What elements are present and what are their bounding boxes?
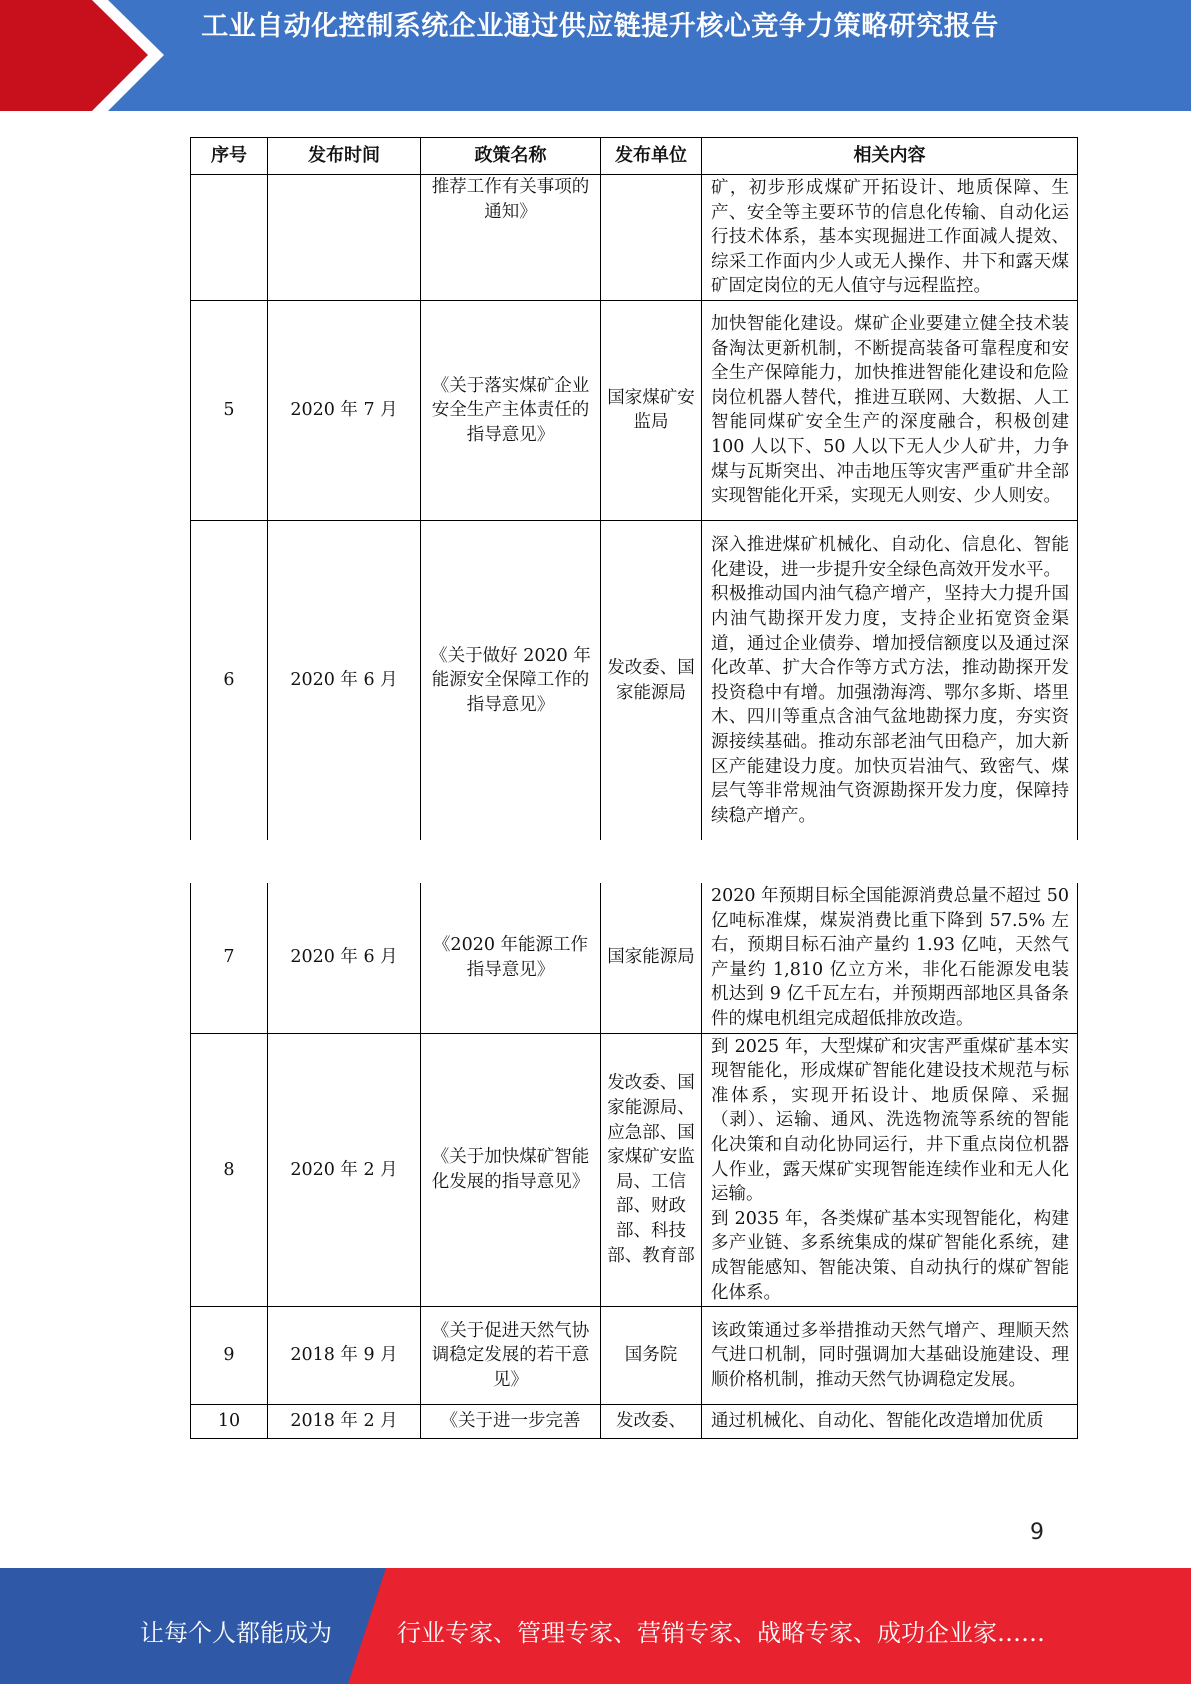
table-row [191,1405,1078,1439]
table-row [191,300,1078,520]
cell-content [702,1033,1078,1307]
cell-content: 加快智能化建设。煤矿企业要建立健全技术装备淘汰更新机制，不断提高装备可靠程度和安全生产保障能力，加快推进智能化建设和危险岗位机器人替代，推进互联网、大数据、人工智能同煤矿安全生产的深度融合，积极创建 100 人以下、50 人以下无人少人矿井，力争煤与瓦斯突出、冲击地压等灾害严重矿井全部实现智能化开采，实现无人则安、少人则安。 [702,300,1078,520]
table-header-row [191,138,1078,175]
cell-date: 2020 年 6 月 [268,883,421,1033]
cell-name: 《关于加快煤矿智能化发展的指导意见》 [421,1033,601,1307]
cell-content: 2020 年预期目标全国能源消费总量不超过 50 亿吨标准煤，煤炭消费比重下降到 57.5% 左右，预期目标石油产量约 1.93 亿吨，天然气产量约 1,810 亿立方米，非化石能源发电装机达到 9 亿千瓦左右，并预期西部地区具备条件的煤电机组完成超低排放改造。 [702,883,1078,1033]
footer-slogan-right: 行业专家、管理专家、营销专家、战略专家、成功企业家…… [397,1619,1045,1647]
table-row [191,175,1078,301]
header-banner [0,0,1191,111]
cell-unit [601,175,702,301]
table-row [191,1307,1078,1405]
cell-date: 2018 年 9 月 [268,1307,421,1405]
cell-content: 该政策通过多举措推动天然气增产、理顺天然气进口机制，同时强调加大基础设施建设、理顺价格机制，推动天然气协调稳定发展。 [702,1307,1078,1405]
cell-no: 7 [191,883,268,1033]
content-paragraph: 到 2025 年，大型煤矿和灾害严重煤矿基本实现智能化，形成煤矿智能化建设技术规范与标准体系，实现开拓设计、地质保障、采掘（剥）、运输、通风、洗选物流等系统的智能化决策和自动化协同运行，井下重点岗位机器人作业，露天煤矿实现智能连续作业和无人化运输。 [711,1036,1069,1205]
content-paragraph: 积极推动国内油气稳产增产，坚持大力提升国内油气勘探开发力度，支持企业拓宽资金渠道，通过企业债券、增加授信额度以及通过深化改革、扩大合作等方式方法，推动勘探开发投资稳中有增。加强渤海湾、鄂尔多斯、塔里木、四川等重点含油气盆地勘探力度，夯实资源接续基础。推动东部老油气田稳产，加大新区产能建设力度。加快页岩油气、致密气、煤层气等非常规油气资源勘探开发力度，保障持续稳产增产。 [711,584,1069,826]
header-no: 序号 [191,138,268,175]
cell-name: 《关于做好 2020 年能源安全保障工作的指导意见》 [421,520,601,840]
cell-name: 《关于促进天然气协调稳定发展的若干意见》 [421,1307,601,1405]
table-row [191,520,1078,840]
footer-slogan-left: 让每个人都能成为 [140,1619,332,1647]
cell-name: 推荐工作有关事项的通知》 [421,175,601,301]
table-row [191,883,1078,1033]
cell-date: 2020 年 2 月 [268,1033,421,1307]
page-number: 9 [1030,1520,1044,1545]
cell-unit: 国家能源局 [601,883,702,1033]
header-date: 发布时间 [268,138,421,175]
cell-date [268,175,421,301]
cell-no: 10 [191,1405,268,1439]
cell-name: 《关于落实煤矿企业安全生产主体责任的指导意见》 [421,300,601,520]
table-row [191,1033,1078,1307]
cell-unit: 国务院 [601,1307,702,1405]
cell-no: 9 [191,1307,268,1405]
cell-content [702,520,1078,840]
content-paragraph: 到 2035 年，各类煤矿基本实现智能化，构建多产业链、多系统集成的煤矿智能化系统，建成智能感知、智能决策、自动执行的煤矿智能化体系。 [711,1208,1069,1303]
header-name: 政策名称 [421,138,601,175]
cell-content: 矿，初步形成煤矿开拓设计、地质保障、生产、安全等主要环节的信息化传输、自动化运行技术体系，基本实现掘进工作面减人提效、综采工作面内少人或无人操作、井下和露天煤矿固定岗位的无人值守与远程监控。 [702,175,1078,301]
policy-table-part-2 [190,883,1078,1439]
header-unit: 发布单位 [601,138,702,175]
cell-name: 《关于进一步完善 [421,1405,601,1439]
cell-content: 通过机械化、自动化、智能化改造增加优质 [702,1405,1078,1439]
content-paragraph: 深入推进煤矿机械化、自动化、信息化、智能化建设，进一步提升安全绿色高效开发水平。 [711,535,1069,580]
report-title: 工业自动化控制系统企业通过供应链提升核心竞争力策略研究报告 [201,11,999,42]
cell-unit: 发改委、国家能源局 [601,520,702,840]
cell-unit: 发改委、国家能源局、应急部、国家煤矿安监局、工信部、财政部、科技部、教育部 [601,1033,702,1307]
cell-no: 8 [191,1033,268,1307]
cell-date: 2020 年 6 月 [268,520,421,840]
cell-no: 6 [191,520,268,840]
cell-no [191,175,268,301]
footer-banner [0,1568,1191,1684]
cell-unit: 国家煤矿安监局 [601,300,702,520]
cell-date: 2018 年 2 月 [268,1405,421,1439]
policy-table-part-1 [190,137,1078,840]
cell-no: 5 [191,300,268,520]
cell-unit: 发改委、 [601,1405,702,1439]
header-content: 相关内容 [702,138,1078,175]
cell-name: 《2020 年能源工作指导意见》 [421,883,601,1033]
cell-date: 2020 年 7 月 [268,300,421,520]
